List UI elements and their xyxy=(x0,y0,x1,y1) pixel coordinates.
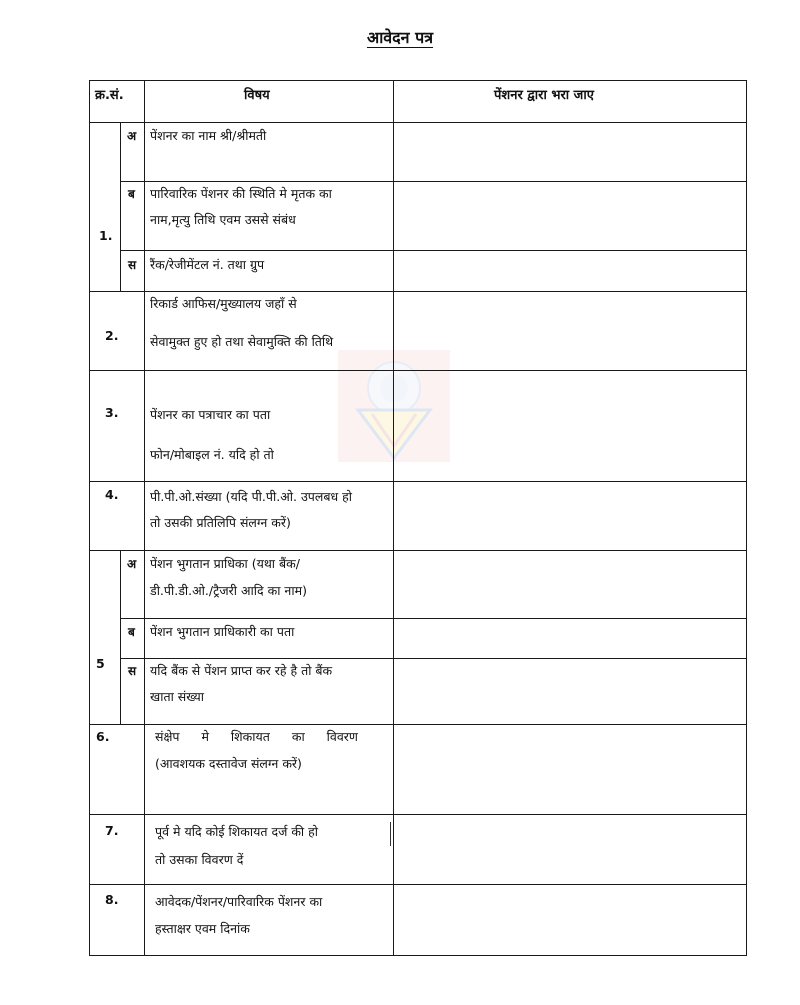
row6-label-line1: संक्षेप मे शिकायत का विवरण xyxy=(155,729,358,744)
form-title: आवेदन पत्र xyxy=(366,28,434,47)
header-serial: क्र.सं. xyxy=(95,88,124,103)
row5a-label-line1: पेंशन भुगतान प्राधिका (यथा बैंक/ xyxy=(150,556,300,571)
row6-number: 6. xyxy=(96,729,110,744)
row1a-letter: अ xyxy=(127,129,137,143)
row4-number: 4. xyxy=(105,487,119,502)
row4-bottom-border xyxy=(89,550,747,551)
row1a-label: पेंशनर का नाम श्री/श्रीमती xyxy=(150,128,267,143)
row1b-label-line1: पारिवारिक पेंशनर की स्थिति मे मृतक का xyxy=(150,186,332,201)
row4-label-line2: तो उसकी प्रतिलिपि संलग्न करें) xyxy=(150,515,291,530)
row8-label-line2: हस्ताक्षर एवम दिनांक xyxy=(155,921,250,936)
row2-label-line2: सेवामुक्त हुए हो तथा सेवामुक्ति की तिथि xyxy=(150,334,334,349)
row5c-label-line1: यदि बैंक से पेंशन प्राप्त कर रहे है तो बैंक xyxy=(150,663,333,678)
row1b-label-line2: नाम,मृत्यु तिथि एवम उससे संबंध xyxy=(150,212,296,227)
row5c-letter: स xyxy=(128,664,137,678)
header-bottom-border xyxy=(89,122,747,123)
row1a-bottom-border xyxy=(120,181,747,182)
row1-bottom-border xyxy=(89,291,747,292)
row2-label-line1: रिकार्ड आफिस/मुख्यालय जहाँ से xyxy=(150,296,297,311)
row5a-bottom-border xyxy=(120,618,747,619)
row6-label-line2: (आवशयक दस्तावेज संलग्न करें) xyxy=(155,756,302,771)
table-right-border xyxy=(746,80,747,956)
row1-sub-divider xyxy=(120,122,121,291)
row8-number: 8. xyxy=(105,892,119,907)
row6-bottom-border xyxy=(89,814,747,815)
row7-number: 7. xyxy=(105,823,119,838)
row5b-letter: ब xyxy=(128,625,135,639)
row3-label-line2: फोन/मोबाइल नं. यदि हो तो xyxy=(150,447,274,462)
row3-number: 3. xyxy=(105,405,119,420)
row1c-label: रैंक/रेजीमेंटल नं. तथा ग्रुप xyxy=(150,257,265,272)
header-filled-by-pensioner: पेंशनर द्वारा भरा जाए xyxy=(494,88,594,103)
row5c-label-line2: खाता संख्या xyxy=(150,689,205,704)
table-top-border xyxy=(89,80,747,81)
table-left-border xyxy=(89,80,90,956)
row3-bottom-border xyxy=(89,481,747,482)
row5a-letter: अ xyxy=(127,557,137,571)
row5-number: 5 xyxy=(96,656,105,671)
watermark-logo xyxy=(338,350,450,462)
row5b-label: पेंशन भुगतान प्राधिकारी का पता xyxy=(150,624,295,639)
row5a-label-line2: डी.पी.डी.ओ./ट्रैजरी आदि का नाम) xyxy=(150,583,307,598)
row2-bottom-border xyxy=(89,370,747,371)
row1b-bottom-border xyxy=(120,250,747,251)
row1b-letter: ब xyxy=(128,187,135,201)
row1c-letter: स xyxy=(128,258,137,272)
row7-bottom-border xyxy=(89,884,747,885)
row5-bottom-border xyxy=(89,724,747,725)
row7-label-line1: पूर्व मे यदि कोई शिकायत दर्ज की हो xyxy=(155,824,319,839)
row5b-bottom-border xyxy=(120,658,747,659)
row8-label-line1: आवेदक/पेंशनर/पारिवारिक पेंशनर का xyxy=(155,894,323,909)
row3-label-line1: पेंशनर का पत्राचार का पता xyxy=(150,407,271,422)
col-serial-divider xyxy=(144,80,145,956)
row7-label-line2: तो उसका विवरण दें xyxy=(155,852,244,867)
row5-sub-divider xyxy=(120,550,121,724)
header-subject: विषय xyxy=(244,88,270,103)
col-subject-divider xyxy=(393,80,394,956)
row2-number: 2. xyxy=(105,328,119,343)
row1-number: 1. xyxy=(99,228,113,243)
text-cursor-mark xyxy=(390,822,391,846)
table-bottom-border xyxy=(89,955,747,956)
row4-label-line1: पी.पी.ओ.संख्या (यदि पी.पी.ओ. उपलबध हो xyxy=(150,489,353,504)
